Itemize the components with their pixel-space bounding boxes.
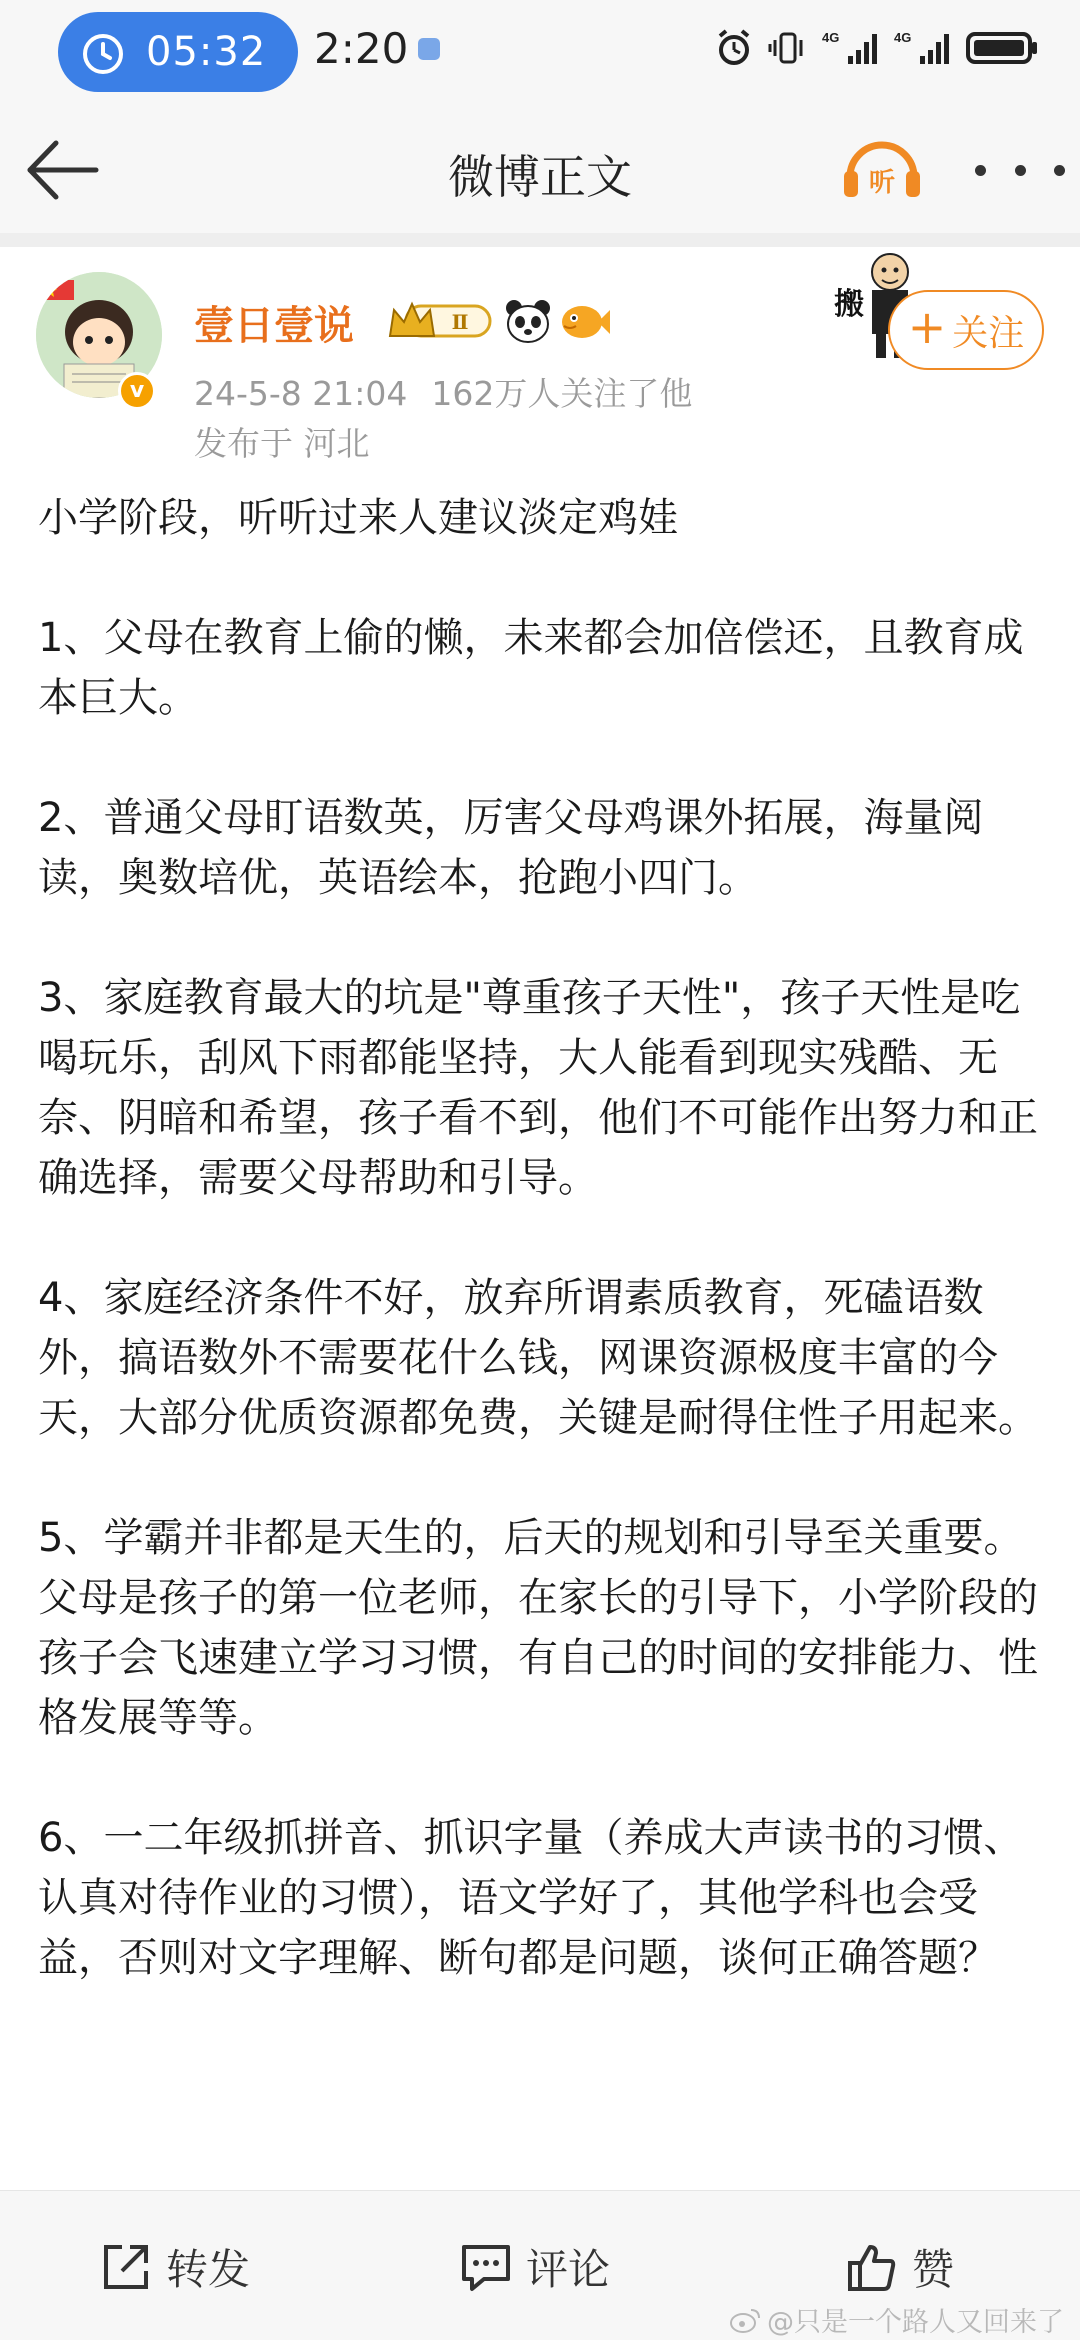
- alarm-icon: [714, 28, 754, 68]
- comment-label: 评论: [526, 2245, 611, 2294]
- dot: [1054, 165, 1065, 176]
- panda-icon: [504, 298, 552, 344]
- timer-icon: [78, 27, 128, 77]
- battery-icon: [966, 28, 1040, 68]
- comment-button[interactable]: [460, 2237, 610, 2297]
- plus-icon: +: [907, 300, 947, 354]
- post-paragraph: 5、学霸并非都是天生的，后天的规划和引导至关重要。父母是孩子的第一位老师，在家长的引导下，小学阶段的孩子会飞速建立学习习惯，有自己的时间的安排能力、性格发展等等。: [38, 1515, 1038, 1741]
- divider: [0, 233, 1080, 247]
- post-location: 发布于 河北: [194, 424, 370, 463]
- verified-badge-icon: v: [118, 372, 156, 410]
- timer-pill[interactable]: [58, 12, 298, 92]
- signal-4g-icon: [894, 28, 952, 68]
- status-clock: 2:20: [314, 24, 409, 73]
- notification-badge-icon: [418, 38, 440, 60]
- follow-button[interactable]: [888, 290, 1044, 370]
- dot: [975, 165, 986, 176]
- status-bar: [0, 0, 1080, 105]
- post-paragraph: 2、普通父母盯语数英，厉害父母鸡课外拓展，海量阅读，奥数培优，英语绘本，抢跑小四门。: [38, 795, 984, 901]
- back-arrow-icon[interactable]: [22, 135, 102, 205]
- weibo-logo-icon: [729, 2306, 761, 2334]
- status-icons: [714, 28, 1040, 68]
- author-name[interactable]: 壹日壹说: [194, 303, 354, 349]
- timer-text: 05:32: [146, 29, 267, 75]
- post-meta: [194, 368, 692, 415]
- watermark-text: @只是一个路人又回来了: [767, 2307, 1064, 2338]
- signal-4g-icon: [822, 28, 880, 68]
- post-paragraph: 3、家庭教育最大的坑是"尊重孩子天性"，孩子天性是吃喝玩乐，刮风下雨都能坚持，大人能看到现实残酷、无奈、阴暗和希望，孩子看不到，他们不可能作出努力和正确选择，需要父母帮助和引导。: [38, 975, 1038, 1201]
- like-label: 赞: [912, 2245, 955, 2294]
- svg-text:Ⅱ: Ⅱ: [451, 310, 469, 334]
- fish-icon: [558, 300, 610, 344]
- repost-icon: [100, 2241, 152, 2293]
- repost-button[interactable]: [100, 2237, 250, 2297]
- post-content: [38, 488, 1048, 2048]
- svg-text:4G: 4G: [822, 30, 840, 45]
- more-dots-icon[interactable]: [975, 145, 1065, 195]
- post-paragraph: 6、一二年级抓拼音、抓识字量（养成大声读书的习惯、认真对待作业的习惯），语文学好了，其他学科也会受益，否则对文字理解、断句都是问题，谈何正确答题？: [38, 1815, 1024, 1981]
- svg-text:4G: 4G: [894, 30, 912, 45]
- watermark: [729, 2300, 1064, 2339]
- repost-label: 转发: [166, 2245, 251, 2294]
- vibrate-icon: [768, 28, 808, 68]
- page-title: 微博正文: [448, 150, 632, 204]
- post-paragraph: 4、家庭经济条件不好，放弃所谓素质教育，死磕语数外，搞语数外不需要花什么钱，网课资源极度丰富的今天，大部分优质资源都免费，关键是耐得住性子用起来。: [38, 1275, 1038, 1441]
- listen-headphones-icon[interactable]: [840, 133, 924, 203]
- post-paragraph: 小学阶段，听听过来人建议淡定鸡娃: [38, 495, 678, 541]
- svg-text:听: 听: [868, 168, 896, 198]
- post-paragraph: 1、父母在教育上偷的懒，未来都会加倍偿还，且教育成本巨大。: [38, 615, 1024, 721]
- follow-label: 关注: [952, 312, 1025, 354]
- svg-text:搬: 搬: [834, 287, 864, 322]
- nav-bar: [0, 105, 1080, 233]
- follower-count: 162万人关注了他: [431, 374, 693, 413]
- level-crown-badge-icon[interactable]: [386, 300, 494, 342]
- comment-icon: [460, 2241, 512, 2293]
- like-button[interactable]: [846, 2237, 954, 2297]
- post-time: 24-5-8 21:04: [194, 374, 408, 413]
- thumbs-up-icon: [846, 2241, 898, 2293]
- dot: [1015, 165, 1026, 176]
